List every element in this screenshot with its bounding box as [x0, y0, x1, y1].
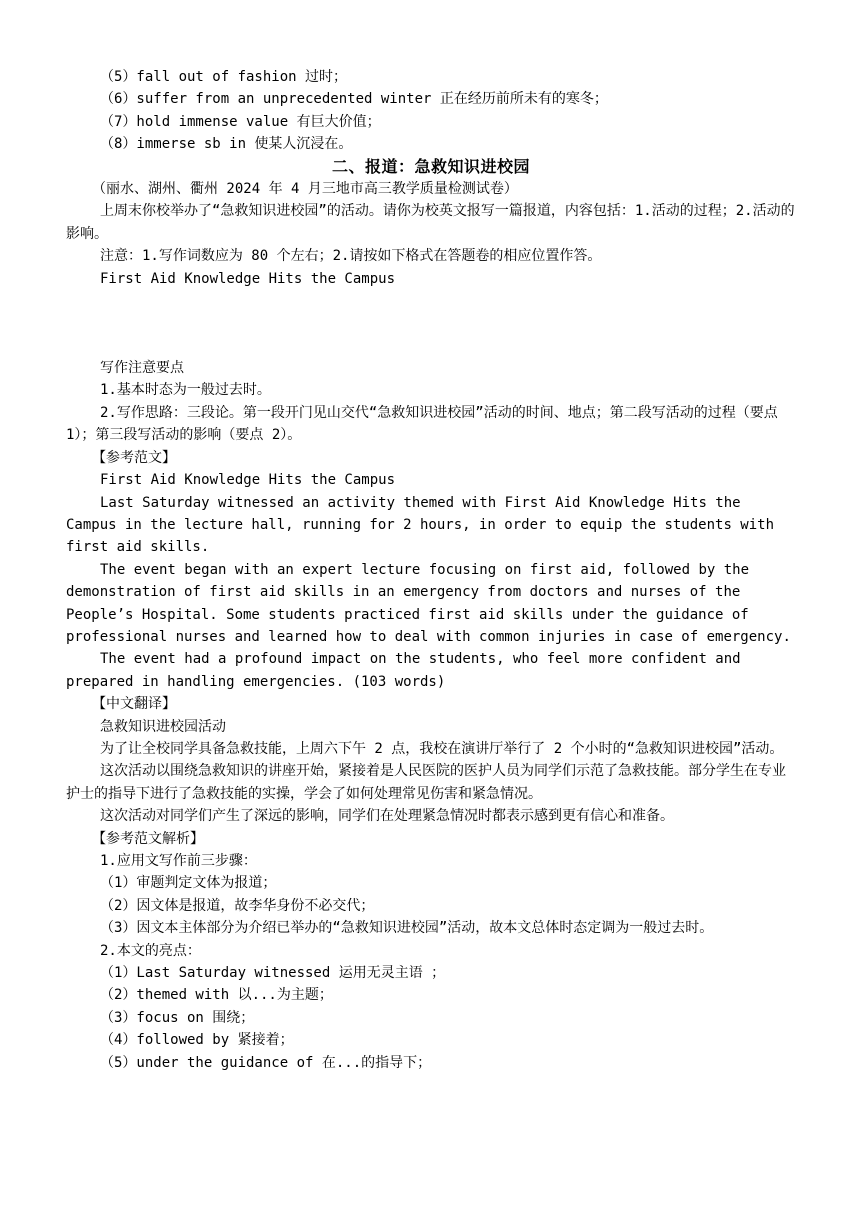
- model-paragraph-2: The event began with an expert lecture focusing on first aid, followed by the demonstration of first aid skills in an emergency from doctors and nurses of the People’s Hospital. Some students practiced first aid skills under the guidance of professional nurses and learned how to deal with common injuries in case of emergency.: [66, 561, 791, 645]
- highlight-2: （2）themed with 以...为主题；: [100, 987, 333, 1004]
- translation-paragraph-3: 这次活动对同学们产生了深远的影响，同学们在处理紧急情况时都表示感到更有信心和准备。: [100, 808, 674, 825]
- translation-title: 急救知识进校园活动: [100, 718, 226, 735]
- highlight-1: （1）Last Saturday witnessed 运用无灵主语 ；: [100, 965, 446, 982]
- translation-paragraph-2: 这次活动以围绕急救知识的讲座开始，紧接着是人民医院的医护人员为同学们示范了急救技能。部分学生在专业护士的指导下进行了急救技能的实操，学会了如何处理常见伤害和紧急情况。: [66, 763, 786, 802]
- tips-heading: 写作注意要点: [100, 360, 184, 377]
- writing-note: 注意：1.写作词数应为 80 个左右；2.请按如下格式在答题卷的相应位置作答。: [100, 248, 602, 265]
- vocab-item-7: （7）hold immense value 有巨大价值；: [100, 113, 381, 130]
- model-paragraph-1: Last Saturday witnessed an activity themed with First Aid Knowledge Hits the Campus in the lecture hall, running for 2 hours, in order to equip the students with first aid skills.: [66, 494, 775, 556]
- step-2: （2）因文体是报道，故李华身份不必交代；: [100, 897, 375, 914]
- translation-paragraph-1: 为了让全校同学具备急救技能，上周六下午 2 点，我校在演讲厅举行了 2 个小时的“急救知识进校园”活动。: [100, 740, 784, 757]
- source-line: （丽水、湖州、衢州 2024 年 4 月三地市高三教学质量检测试卷）: [92, 181, 518, 198]
- step-3: （3）因文本主体部分为介绍已举办的“急救知识进校园”活动，故本文总体时态定调为一般过去时。: [100, 920, 714, 937]
- model-paragraph-3: The event had a profound impact on the students, who feel more confident and prepared in handling emergencies. (103 words): [66, 651, 741, 690]
- model-title: First Aid Knowledge Hits the Campus: [100, 472, 396, 489]
- step-1: （1）审题判定文体为报道；: [100, 875, 277, 892]
- essay-title-prompt: First Aid Knowledge Hits the Campus: [100, 270, 396, 287]
- steps-heading: 1.应用文写作前三步骤：: [100, 853, 257, 869]
- vocab-item-8: （8）immerse sb in 使某人沉浸在。: [100, 136, 353, 153]
- highlight-3: （3）focus on 围绕；: [100, 1009, 255, 1026]
- document-page: [66, 66, 796, 1074]
- highlight-4: （4）followed by 紧接着；: [100, 1032, 294, 1049]
- highlights-heading: 2.本文的亮点：: [100, 942, 201, 959]
- vocab-item-5: （5）fall out of fashion 过时；: [100, 69, 348, 85]
- tip-1: 1.基本时态为一般过去时。: [100, 382, 271, 399]
- analysis-heading: 【参考范文解析】: [92, 830, 204, 847]
- translation-heading: 【中文翻译】: [92, 696, 176, 713]
- model-heading: 【参考范文】: [92, 449, 176, 466]
- section-title: 二、报道：急救知识进校园: [331, 156, 530, 176]
- writing-prompt: 上周末你校举办了“急救知识进校园”的活动。请你为校英文报写一篇报道，内容包括：1.活动的过程；2.活动的影响。: [66, 203, 795, 242]
- tip-2: 2.写作思路：三段论。第一段开门见山交代“急救知识进校园”活动的时间、地点；第二段写活动的过程（要点 1）；第三段写活动的影响（要点 2）。: [66, 404, 778, 444]
- highlight-5: （5）under the guidance of 在...的指导下；: [100, 1054, 432, 1071]
- vocab-item-6: （6）suffer from an unprecedented winter 正在经历前所未有的寒冬；: [100, 91, 608, 108]
- answer-space: [66, 290, 796, 357]
